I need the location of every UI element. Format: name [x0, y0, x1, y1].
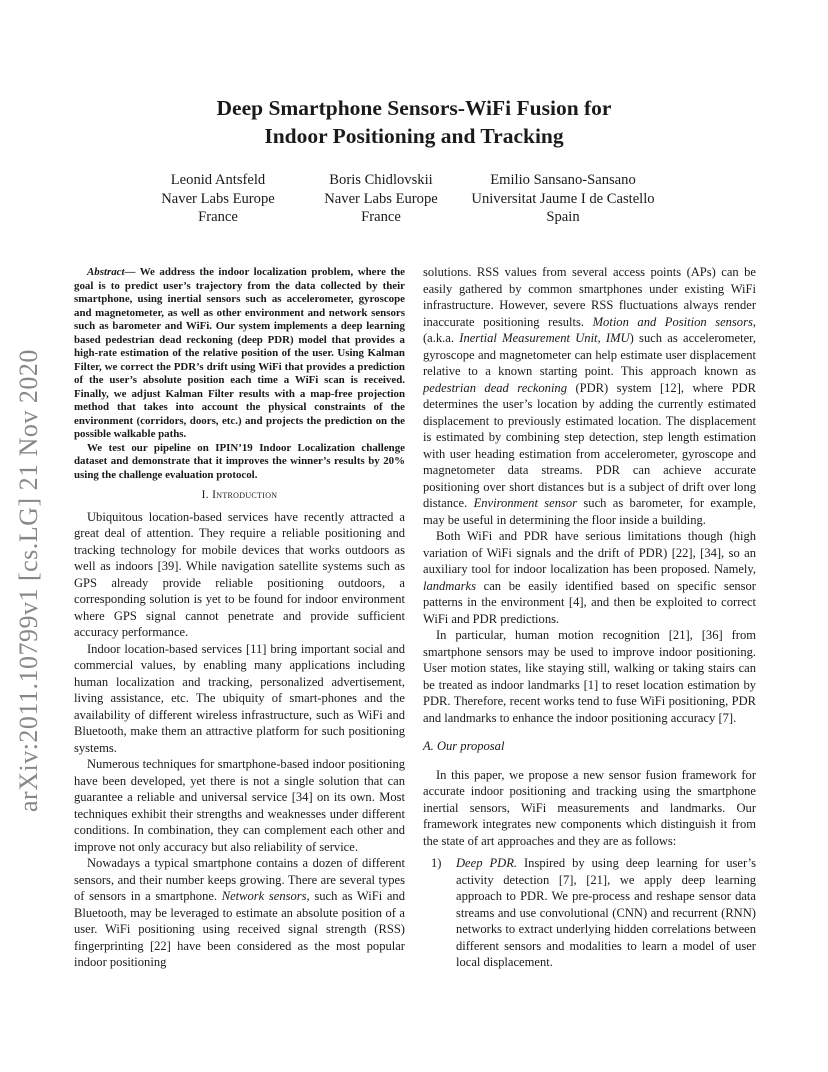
author-country: France: [361, 209, 401, 225]
abstract-paragraph-2: We test our pipeline on IPIN’19 Indoor Localization challenge dataset and demonstrate that it improves the winner’s results by 20% using the challenge evaluation protocol.: [74, 441, 405, 481]
emphasis-imu: Inertial Measurement Unit, IMU: [459, 331, 630, 345]
right-column: [423, 264, 756, 971]
author-affiliation: Naver Labs Europe: [161, 190, 275, 207]
emphasis-environment-sensor: Environment sensor: [473, 496, 578, 510]
author-name: Leonid Antsfeld: [170, 172, 266, 188]
list-item-number: 1): [431, 856, 442, 870]
section-title: Introduction: [212, 489, 278, 501]
section-heading-introduction: [74, 487, 405, 504]
emphasis-landmarks: landmarks: [423, 578, 476, 593]
section-number: I.: [201, 489, 209, 501]
intro-paragraph-4: [74, 855, 405, 971]
author-affiliation: Naver Labs Europe: [324, 190, 438, 207]
abstract-label: Abstract: [87, 266, 125, 278]
author-affiliation: Universitat Jaume I de Castello: [471, 190, 655, 207]
left-column: [74, 266, 405, 971]
text-span: (PDR) system [12], where PDR determines the user’s location by adding the currently estimated displacement to previously estimated location. The displacement is estimated by combining step detection, step length estimation with user heading estimation from accelerometer, gyroscope and magnetometer data streams. PDR can achieve accurate positioning over short distances but is a subject of drift over long distance.: [423, 380, 756, 510]
text-span: solutions. RSS values from several access points (APs) can be easily gathered by common smartphones under existing WiFi infrastructure. However, severe RSS fluctuations always render inaccurate positioning results.: [423, 265, 756, 329]
author-name: Emilio Sansano-Sansano: [490, 172, 636, 188]
author-block-1: [148, 171, 288, 227]
abstract-paragraph-1: [74, 266, 405, 442]
intro-paragraph-6: In particular, human motion recognition [21], [36] from smartphone sensors may be used to improve indoor positioning. User motion states, like staying still, walking or taking stairs can be treated as indoor landmarks [1] to reset location estimation by PDR. Therefore, recent works tend to fuse WiFi positioning, PDR and landmarks to enhance the indoor positioning accuracy [7].: [423, 628, 756, 725]
text-span: can be easily identified based on specific sensor patterns in the environment [4], and then be exploited to correct WiFi and PDR predictions.: [423, 578, 756, 626]
author-country: Spain: [546, 209, 580, 225]
text-span: Nowadays a typical smartphone contains a dozen of different sensors, and their number keeps growing. There are several types of sensors in a smartphone.: [74, 856, 405, 903]
author-name: Boris Chidlovskii: [329, 172, 433, 188]
text-span: Both WiFi and PDR have serious limitations though (high variation of WiFi signals and the drift of PDR) [22], [34], so an auxiliary tool for indoor localization has been proposed. Namely,: [423, 529, 756, 576]
text-span: ) such as accelerometer, gyroscope and magnetometer can help estimate user displacement relative to a known starting point. This approach known as: [423, 331, 756, 378]
text-span: , (a.k.a.: [423, 314, 756, 345]
title-line-1: Deep Smartphone Sensors-WiFi Fusion for: [216, 96, 612, 120]
intro-paragraph-1: Ubiquitous location-based services have recently attracted a great deal of attention. They require a reliable positioning and tracking technology for mobile devices that works outdoors as well as indoors [39]. While navigation satellite systems such as GPS already provide reliable positioning outdoors, a corresponding solution is yet to be found for indoor environment where GPS signal cannot penetrate and provide sufficient accuracy performance.: [74, 509, 405, 639]
emphasis-network-sensors: Network sensors: [221, 889, 307, 903]
emphasis-motion-sensors: Motion and Position sensors: [592, 314, 753, 329]
author-country: France: [198, 209, 238, 225]
proposal-paragraph: In this paper, we propose a new sensor fusion framework for accurate indoor positioning and tracking using the smartphone inertial sensors, WiFi measurements and landmarks. Our framework integrates new components which distinguish it from the state of art approaches and they are as follows:: [423, 767, 756, 848]
text-span: , such as WiFi and Bluetooth, may be leveraged to estimate an absolute position of a user. WiFi positioning using received signal strength (RSS) fingerprinting [22] have been considered as the most popular indoor positioning: [74, 889, 405, 969]
intro-paragraph-2: Indoor location-based services [11] bring important social and commercial values, by enabling many applications including human localization and tracking, personalized advertisement, living assistance, etc. The ubiquity of smart-phones and the availability of different wireless infrastructure, such as WiFi and Bluetooth, make them an attractive platform for such positioning systems.: [74, 641, 405, 755]
paper-title: [0, 94, 828, 150]
list-item: [423, 855, 756, 971]
author-block-3: [468, 171, 658, 227]
text-span: such as barometer, for example, may be useful in determining the floor inside a building.: [423, 496, 757, 527]
arxiv-stamp: arXiv:2011.10799v1 [cs.LG] 21 Nov 2020: [14, 349, 43, 812]
list-item-title: Deep PDR.: [456, 856, 517, 870]
intro-paragraph-5: [423, 528, 756, 627]
intro-paragraph-3: Numerous techniques for smartphone-based indoor positioning have been developed, yet there is not a single solution that can guarantee a reliable and universal service [34] on its own. Most techniques exhibit their strengths and weaknesses under different conditions. In combination, they can complement each other and improve not only accuracy but also reliability of service.: [74, 757, 405, 854]
emphasis-pdr: pedestrian dead reckoning: [423, 380, 567, 395]
abstract-text: — We address the indoor localization problem, where the goal is to predict user’s trajectory from the data collected by their smartphone, using inertial sensors such as accelerometer, gyroscope and magnetometer, as well as other environment and network sensors such as barometer and WiFi. Our system implements a deep learning based pedestrian dead reckoning (deep PDR) model that provides a high-rate estimation of the relative position of the user. Using Kalman Filter, we correct the PDR’s drift using WiFi that provides a prediction of the user’s absolute position each time a WiFi scan is received. Finally, we adjust Kalman Filter results with a map-free projection method that takes into account the physical constraints of the environment (corridors, doors, etc.) and projects the prediction on the possible walkable paths.: [74, 266, 405, 440]
title-line-2: Indoor Positioning and Tracking: [264, 124, 564, 148]
intro-paragraph-4-continued: [423, 264, 756, 528]
subsection-heading: A. Our proposal: [423, 739, 505, 753]
author-block-2: [311, 171, 451, 227]
list-item-text: Inspired by using deep learning for user’s activity detection [7], [21], we apply deep learning approach to PDR. We pre-process and reshape sensor data streams and use convolutional (CNN) and recurrent (RNN) networks to extract underlying hidden correlations between different sensors and modalities to learn a model of user local displacement.: [456, 856, 756, 969]
